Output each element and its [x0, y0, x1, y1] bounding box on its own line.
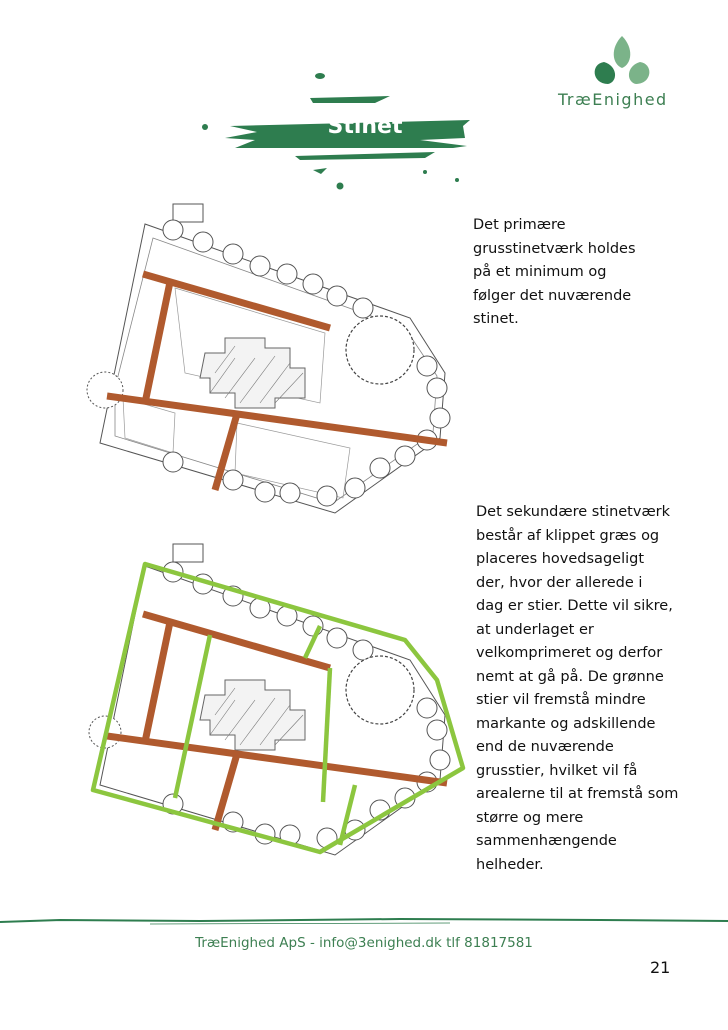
site-plan-gravel-paths: [75, 198, 465, 528]
page-number: 21: [650, 958, 671, 977]
page-title: Stinet: [327, 114, 403, 139]
logo-text: TræEnighed: [558, 90, 668, 109]
footer-contact: TræEnighed ApS - info@3enighed.dk tlf 81817581: [195, 935, 533, 951]
site-plan-grass-paths: [75, 540, 475, 870]
paragraph-secondary-paths: Det sekundære stinetværk består af klippet græs og placeres hovedsageligt der, hvor der allerede i dag er stier. Dette vil sikre, at underlaget er velkomprimeret og derfor nemt at gå på. De grønne stier vil fremstå mindre markante og adskillende end de nuværende grusstier, hvilket vil få arealerne til at fremstå som større og mere sammenhængende helheder.: [476, 504, 679, 873]
footer-divider: [0, 912, 728, 928]
paragraph-primary-paths: Det primære grusstinetværk holdes på et minimum og følger det nuværende stinet.: [473, 217, 636, 327]
